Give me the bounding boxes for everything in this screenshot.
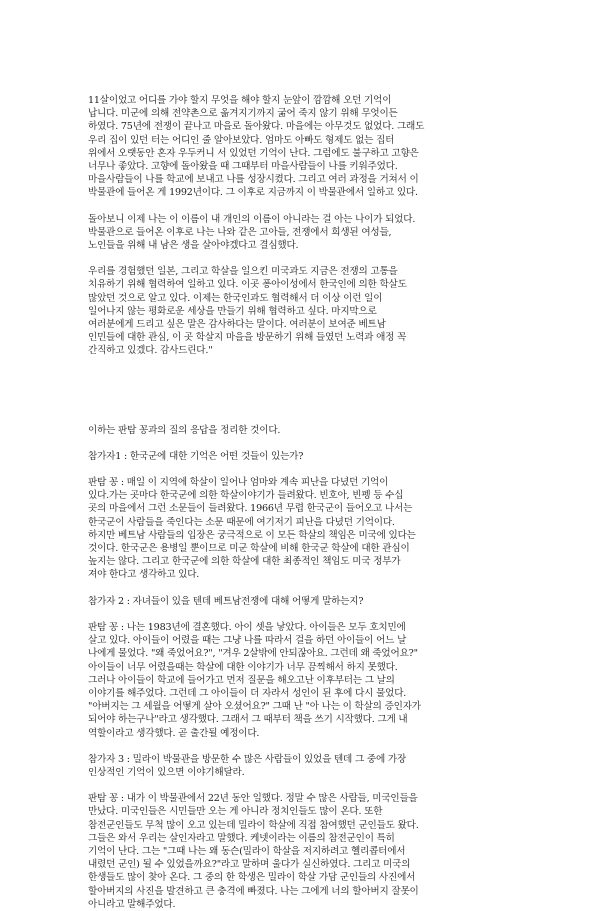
document-page — [88, 94, 528, 911]
qa-intro: 이하는 판탐 꽁과의 질의 응답을 정리한 것이다. — [88, 424, 281, 436]
paragraph-gap — [88, 608, 528, 621]
answer-2: 판탐 꽁 : 나는 1983년에 결혼했다. 아이 셋을 낳았다. 아이들은 모두 호치민에 살고 있다. 아이들이 어렸을 때는 그냥 나를 따라서 걸을 하던 아이들이 어느 날 나에게 물었다. "왜 죽었어요?", "겨우 2살밖에 안되잖아요. 그런데 왜 죽었어요?" 아이들이 너무 어렸을때는 학살에 대한 이야기가 너무 끔찍해서 하지 못했다. 그러나 아이들이 학교에 들어가고 먼저 질문을 해오고난 이후부터는 그 날의 이야기를 해주었다. 그런데 그 아이들이 더 자라서 성인이 된 후에 다시 물었다. "아버지는 그 세월을 어떻게 살아 오셨어요?" 그때 난 "아 나는 이 학살의 증인자가 되어야 하는구나"라고 생각했다. 그래서 그 때부터 책을 쓰기 시작했다. 그게 내 역할이라고 생각했다. 곧 출간될 예정이다. — [88, 621, 421, 739]
answer-3: 판탐 꽁 : 내가 이 박물관에서 22년 동안 일했다. 정말 수 많은 사람들, 미국인들을 만났다. 미국인들은 시민들만 오는 게 아니라 정치인들도 많이 온다. 또한 참전군인들도 무척 많이 오고 있는데 밀라이 학살에 직접 참여했던 군인들도 왔다. 그들은 와서 우리는 살인자라고 말했다. 케넷이라는 이름의 참전군인이 특히 기억이 난다. 그는 "그때 나는 왜 동슨(밀라이 학살을 저지하려고 헬리콥터에서 내렸던 군인) 될 수 있었을까요?"라고 말하며 울다가 실신하였다. 그리고 미국의 한생들도 많이 찾아 온다. 그 중의 한 학생은 밀라이 학살 가담 군인들의 사진에서 할아버지의 사진을 발견하고 큰 충격에 빠졌다. 나는 그에게 너의 할아버지 잘못이 아니라고 말해주었다. — [88, 793, 419, 910]
paragraph-gap — [88, 437, 528, 450]
answer-1: 판탐 꽁 : 매일 이 지역에 학살이 일어나 엄마와 계속 피난을 다녔던 기억이 있다.가는 곳마다 한국군에 의한 학살이야기가 들려왔다. 빈호아, 빈펭 등 수십 곳의 마을에서 그런 소문들이 들려왔다. 1966년 무렵 한국군이 들어오고 나서는 한국군이 사람들을 죽인다는 소문 때문에 여기저기 피난을 다녔던 기억이다. 하지만 베트남 사람들의 입장은 궁극적으로 이 모든 학살의 책임은 미국에 있다는 것이다. 한국군은 용병일 뿐이므로 미군 학살에 비해 한국군 학살에 대한 관심이 높지는 않다. 그리고 한국군에 의한 학살에 대한 최종적인 책임도 미국 정부가 져야 한다고 생각하고 있다. — [88, 477, 416, 581]
statement-paragraph-1: 11살이었고 어디를 가야 할지 무엇을 해야 할지 눈앞이 깜깜해 오던 기억이 납니다. 미군에 의해 전약촌으로 옮겨지기까지 굶어 죽지 않기 위해 무엇이든 하였다. 75년에 전쟁이 끝나고 마을로 돌아왔다. 마을에는 아무것도 없었다. 그래도 우리 집이 있던 터는 어디인 줄 알아보았다. 엄마도 아빠도 형제도 없는 집터 위에서 오랫동안 혼자 우두커니 서 있었던 기억이 난다. 그럼에도 불구하고 고향은 너무나 좋았다. 고향에 돌아왔을 때 그때부터 마을사람들이 나를 키워주었다. 마을사람들이 나를 학교에 보내고 나를 성장시켰다. 그리고 여러 과정을 거쳐서 이 박물관에 들어온 게 1992년이다. 그 이후로 지금까지 이 박물관에서 일하고 있다. — [88, 95, 425, 199]
question-2: 참가자 2 : 자녀들이 있을 텐데 베트남전쟁에 대해 어떻게 말하는지? — [88, 595, 364, 607]
paragraph-gap — [88, 740, 528, 753]
statement-paragraph-3: 우리를 경험했던 일본, 그리고 학살을 일으킨 미국과도 지금은 전쟁의 고통을 치유하기 위해 협력하여 일하고 있다. 이곳 퐁아이성에서 한국인에 의한 학살도 많았던 것으로 알고 있다. 이제는 한국인과도 협력해서 더 이상 이런 일이 일어나지 않는 평화로운 세상을 만들기 위해 협력하고 싶다. 마지막으로 여러분에게 드리고 싶은 말은 감사하다는 말이다. 여러분이 보여준 베트남 인민들에 대한 관심, 이 곳 학살지 마을을 방문하기 위해 들였던 노력과 애정 꼭 간직하고 있겠다. 감사드린다." — [88, 266, 407, 357]
paragraph-gap — [88, 200, 528, 213]
paragraph-gap — [88, 779, 528, 792]
question-3: 참가자 3 : 밀라이 박물관을 방문한 수 많은 사람들이 있었을 텐데 그 중에 가장 인상적인 기억이 있으면 이야기해달라. — [88, 753, 407, 778]
question-1: 참가자1 : 한국군에 대한 기억은 어떤 것들이 있는가? — [88, 450, 304, 462]
paragraph-gap — [88, 252, 528, 265]
paragraph-gap — [88, 463, 528, 476]
statement-paragraph-2: 돌아보니 이제 나는 이 이름이 내 개인의 이름이 아니라는 걸 아는 나이가 되었다. 박물관으로 들어온 이후로 나는 나와 같은 고아들, 전쟁에서 희생된 여성들, 노인들을 위해 내 남은 생을 살아야겠다고 결심했다. — [88, 213, 416, 252]
section-gap — [88, 358, 528, 424]
paragraph-gap — [88, 582, 528, 595]
